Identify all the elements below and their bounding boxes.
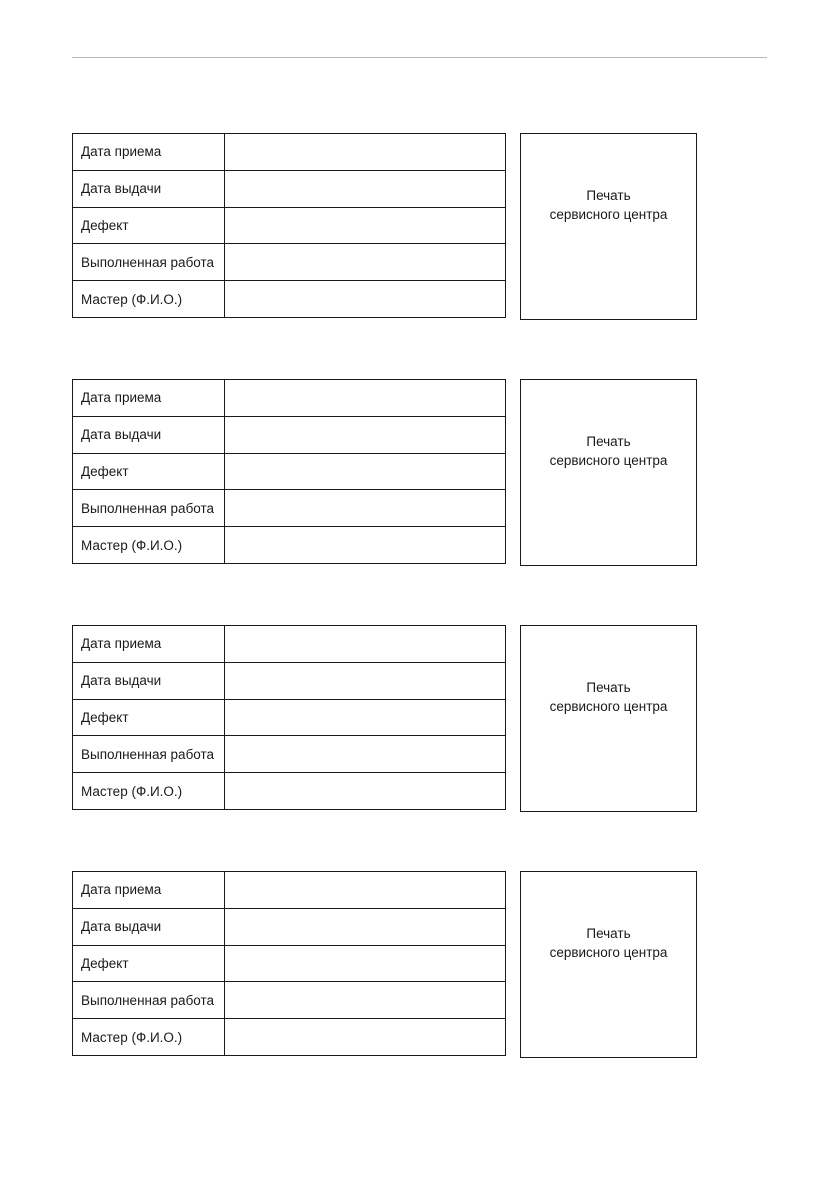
receive-date-field[interactable] bbox=[225, 380, 506, 417]
receive-date-label: Дата приема bbox=[73, 380, 225, 417]
defect-label: Дефект bbox=[73, 453, 225, 490]
table-row bbox=[73, 662, 506, 699]
stamp-label-line2: сервисного центра bbox=[549, 699, 668, 714]
work-done-field[interactable] bbox=[225, 736, 506, 773]
stamp-label-line1: Печать bbox=[586, 680, 631, 695]
table-row bbox=[73, 490, 506, 527]
issue-date-field[interactable] bbox=[225, 170, 506, 207]
table-row bbox=[73, 416, 506, 453]
table-row bbox=[73, 134, 506, 171]
stamp-label-line2: сервисного центра bbox=[549, 945, 668, 960]
work-done-label: Выполненная работа bbox=[73, 244, 225, 281]
issue-date-field[interactable] bbox=[225, 416, 506, 453]
table-row bbox=[73, 982, 506, 1019]
defect-field[interactable] bbox=[225, 207, 506, 244]
issue-date-label: Дата выдачи bbox=[73, 416, 225, 453]
technician-field[interactable] bbox=[225, 773, 506, 810]
defect-label: Дефект bbox=[73, 945, 225, 982]
service-record-table bbox=[72, 133, 506, 318]
table-row bbox=[73, 380, 506, 417]
issue-date-label: Дата выдачи bbox=[73, 662, 225, 699]
service-record-table bbox=[72, 625, 506, 810]
table-row bbox=[73, 699, 506, 736]
technician-field[interactable] bbox=[225, 527, 506, 564]
stamp-label-line2: сервисного центра bbox=[549, 207, 668, 222]
table-row bbox=[73, 207, 506, 244]
service-record-table bbox=[72, 379, 506, 564]
defect-label: Дефект bbox=[73, 699, 225, 736]
stamp-label-line1: Печать bbox=[586, 188, 631, 203]
technician-label: Мастер (Ф.И.О.) bbox=[73, 1019, 225, 1056]
technician-field[interactable] bbox=[225, 1019, 506, 1056]
receive-date-field[interactable] bbox=[225, 872, 506, 909]
technician-label: Мастер (Ф.И.О.) bbox=[73, 773, 225, 810]
service-record-table bbox=[72, 871, 506, 1056]
table-row bbox=[73, 244, 506, 281]
defect-field[interactable] bbox=[225, 945, 506, 982]
receive-date-field[interactable] bbox=[225, 134, 506, 171]
table-row bbox=[73, 1019, 506, 1056]
defect-field[interactable] bbox=[225, 699, 506, 736]
service-record-1 bbox=[72, 133, 697, 320]
receive-date-label: Дата приема bbox=[73, 134, 225, 171]
issue-date-field[interactable] bbox=[225, 662, 506, 699]
table-row bbox=[73, 872, 506, 909]
issue-date-label: Дата выдачи bbox=[73, 170, 225, 207]
table-row bbox=[73, 281, 506, 318]
work-done-field[interactable] bbox=[225, 490, 506, 527]
service-record-4 bbox=[72, 871, 697, 1058]
table-row bbox=[73, 773, 506, 810]
table-row bbox=[73, 626, 506, 663]
work-done-label: Выполненная работа bbox=[73, 490, 225, 527]
receive-date-label: Дата приема bbox=[73, 626, 225, 663]
work-done-label: Выполненная работа bbox=[73, 736, 225, 773]
service-center-stamp-box bbox=[520, 133, 697, 320]
table-row bbox=[73, 908, 506, 945]
issue-date-field[interactable] bbox=[225, 908, 506, 945]
technician-label: Мастер (Ф.И.О.) bbox=[73, 527, 225, 564]
issue-date-label: Дата выдачи bbox=[73, 908, 225, 945]
table-row bbox=[73, 945, 506, 982]
table-row bbox=[73, 736, 506, 773]
service-center-stamp-box bbox=[520, 625, 697, 812]
technician-field[interactable] bbox=[225, 281, 506, 318]
receive-date-field[interactable] bbox=[225, 626, 506, 663]
service-record-2 bbox=[72, 379, 697, 566]
table-row bbox=[73, 527, 506, 564]
service-center-stamp-box bbox=[520, 379, 697, 566]
receive-date-label: Дата приема bbox=[73, 872, 225, 909]
work-done-field[interactable] bbox=[225, 244, 506, 281]
stamp-label-line1: Печать bbox=[586, 926, 631, 941]
table-row bbox=[73, 453, 506, 490]
stamp-label-line2: сервисного центра bbox=[549, 453, 668, 468]
header-divider bbox=[72, 57, 767, 58]
technician-label: Мастер (Ф.И.О.) bbox=[73, 281, 225, 318]
defect-label: Дефект bbox=[73, 207, 225, 244]
work-done-field[interactable] bbox=[225, 982, 506, 1019]
service-record-3 bbox=[72, 625, 697, 812]
stamp-label-line1: Печать bbox=[586, 434, 631, 449]
table-row bbox=[73, 170, 506, 207]
service-center-stamp-box bbox=[520, 871, 697, 1058]
defect-field[interactable] bbox=[225, 453, 506, 490]
work-done-label: Выполненная работа bbox=[73, 982, 225, 1019]
